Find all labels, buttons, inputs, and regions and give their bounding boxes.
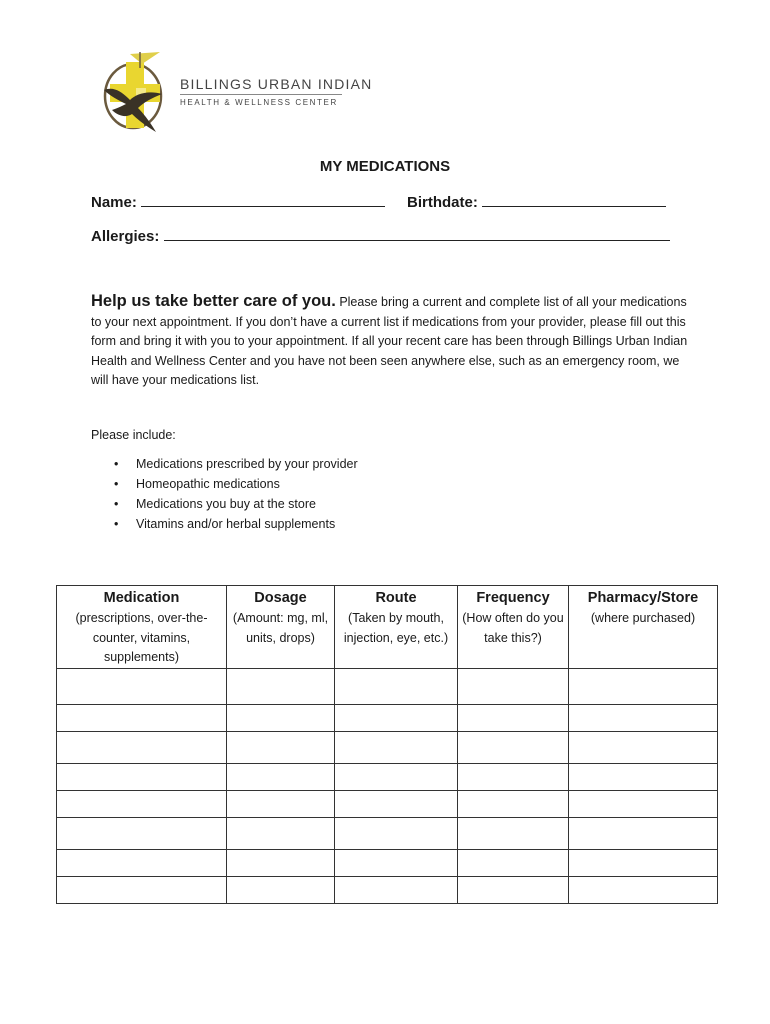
table-cell[interactable]	[335, 763, 458, 790]
list-item: • Medications you buy at the store	[110, 494, 358, 514]
table-row	[57, 731, 718, 763]
center-logo	[100, 50, 373, 136]
bullet-icon: •	[114, 517, 119, 531]
table-row	[57, 849, 718, 876]
logo-subtitle: HEALTH & WELLNESS CENTER	[180, 98, 338, 107]
table-row	[57, 668, 718, 704]
table-cell[interactable]	[227, 790, 335, 817]
table-row	[57, 704, 718, 731]
table-cell[interactable]	[569, 704, 718, 731]
table-cell[interactable]	[57, 704, 227, 731]
table-row	[57, 790, 718, 817]
table-cell[interactable]	[569, 790, 718, 817]
table-cell[interactable]	[57, 817, 227, 849]
table-cell[interactable]	[458, 668, 569, 704]
bullet-icon: •	[114, 477, 119, 491]
header-dosage: Dosage (Amount: mg, ml, units, drops)	[227, 586, 335, 669]
table-cell[interactable]	[569, 876, 718, 903]
intro-paragraph	[91, 292, 689, 391]
allergies-blank[interactable]	[164, 226, 670, 241]
include-list	[110, 454, 358, 534]
table-cell[interactable]	[57, 668, 227, 704]
table-cell[interactable]	[227, 849, 335, 876]
list-item: • Medications prescribed by your provider	[110, 454, 358, 474]
table-cell[interactable]	[569, 668, 718, 704]
table-cell[interactable]	[57, 763, 227, 790]
logo-title: BILLINGS URBAN INDIAN	[180, 76, 373, 92]
table-row	[57, 763, 718, 790]
table-cell[interactable]	[458, 817, 569, 849]
header-pharmacy: Pharmacy/Store (where purchased)	[569, 586, 718, 669]
header-medication: Medication (prescriptions, over-the-counter, vitamins, supplements)	[57, 586, 227, 669]
bullet-icon: •	[114, 497, 119, 511]
table-cell[interactable]	[227, 731, 335, 763]
table-cell[interactable]	[57, 790, 227, 817]
table-cell[interactable]	[569, 849, 718, 876]
table-cell[interactable]	[335, 731, 458, 763]
table-cell[interactable]	[335, 849, 458, 876]
table-cell[interactable]	[569, 817, 718, 849]
table-cell[interactable]	[458, 790, 569, 817]
table-cell[interactable]	[227, 668, 335, 704]
header-route: Route (Taken by mouth, injection, eye, etc.)	[335, 586, 458, 669]
table-cell[interactable]	[57, 731, 227, 763]
birthdate-field[interactable]	[407, 192, 666, 211]
name-blank[interactable]	[141, 192, 385, 207]
bullet-icon: •	[114, 457, 119, 471]
list-item: • Vitamins and/or herbal supplements	[110, 514, 358, 534]
medications-table	[56, 585, 718, 904]
table-cell[interactable]	[569, 763, 718, 790]
header-frequency: Frequency (How often do you take this?)	[458, 586, 569, 669]
table-cell[interactable]	[227, 704, 335, 731]
table-cell[interactable]	[458, 704, 569, 731]
list-item: • Homeopathic medications	[110, 474, 358, 494]
table-cell[interactable]	[227, 763, 335, 790]
logo-divider	[180, 94, 342, 95]
form-title: MY MEDICATIONS	[319, 158, 451, 175]
birthdate-blank[interactable]	[482, 192, 666, 207]
table-body	[57, 668, 718, 903]
intro-body: Please bring a current and complete list of all your medications to your next appointment. If you don’t have a current list if medications from your provider, please fill out this form and bring it with you to your appointment. If all your recent care has been through Billings Urban Indian Health and Wellness Center and you have not been seen anywhere else, such as an emergency room, we will have your medications list.	[91, 295, 688, 387]
table-cell[interactable]	[569, 731, 718, 763]
name-label: Name:	[91, 194, 137, 211]
table-cell[interactable]	[458, 731, 569, 763]
allergies-label: Allergies:	[91, 228, 160, 245]
allergies-field[interactable]	[91, 226, 670, 245]
table-cell[interactable]	[335, 790, 458, 817]
birthdate-label: Birthdate:	[407, 194, 478, 211]
table-cell[interactable]	[335, 817, 458, 849]
table-cell[interactable]	[335, 876, 458, 903]
table-cell[interactable]	[335, 704, 458, 731]
intro-lead: Help us take better care of you.	[91, 292, 336, 310]
table-cell[interactable]	[458, 849, 569, 876]
table-cell[interactable]	[57, 876, 227, 903]
table-row	[57, 876, 718, 903]
table-cell[interactable]	[458, 763, 569, 790]
table-cell[interactable]	[335, 668, 458, 704]
table-cell[interactable]	[57, 849, 227, 876]
table-row	[57, 817, 718, 849]
table-cell[interactable]	[227, 817, 335, 849]
table-cell[interactable]	[227, 876, 335, 903]
eagle-emblem-icon	[100, 50, 176, 136]
name-field[interactable]	[91, 192, 385, 211]
table-header-row	[57, 586, 718, 669]
include-label: Please include:	[91, 428, 176, 442]
table-cell[interactable]	[458, 876, 569, 903]
